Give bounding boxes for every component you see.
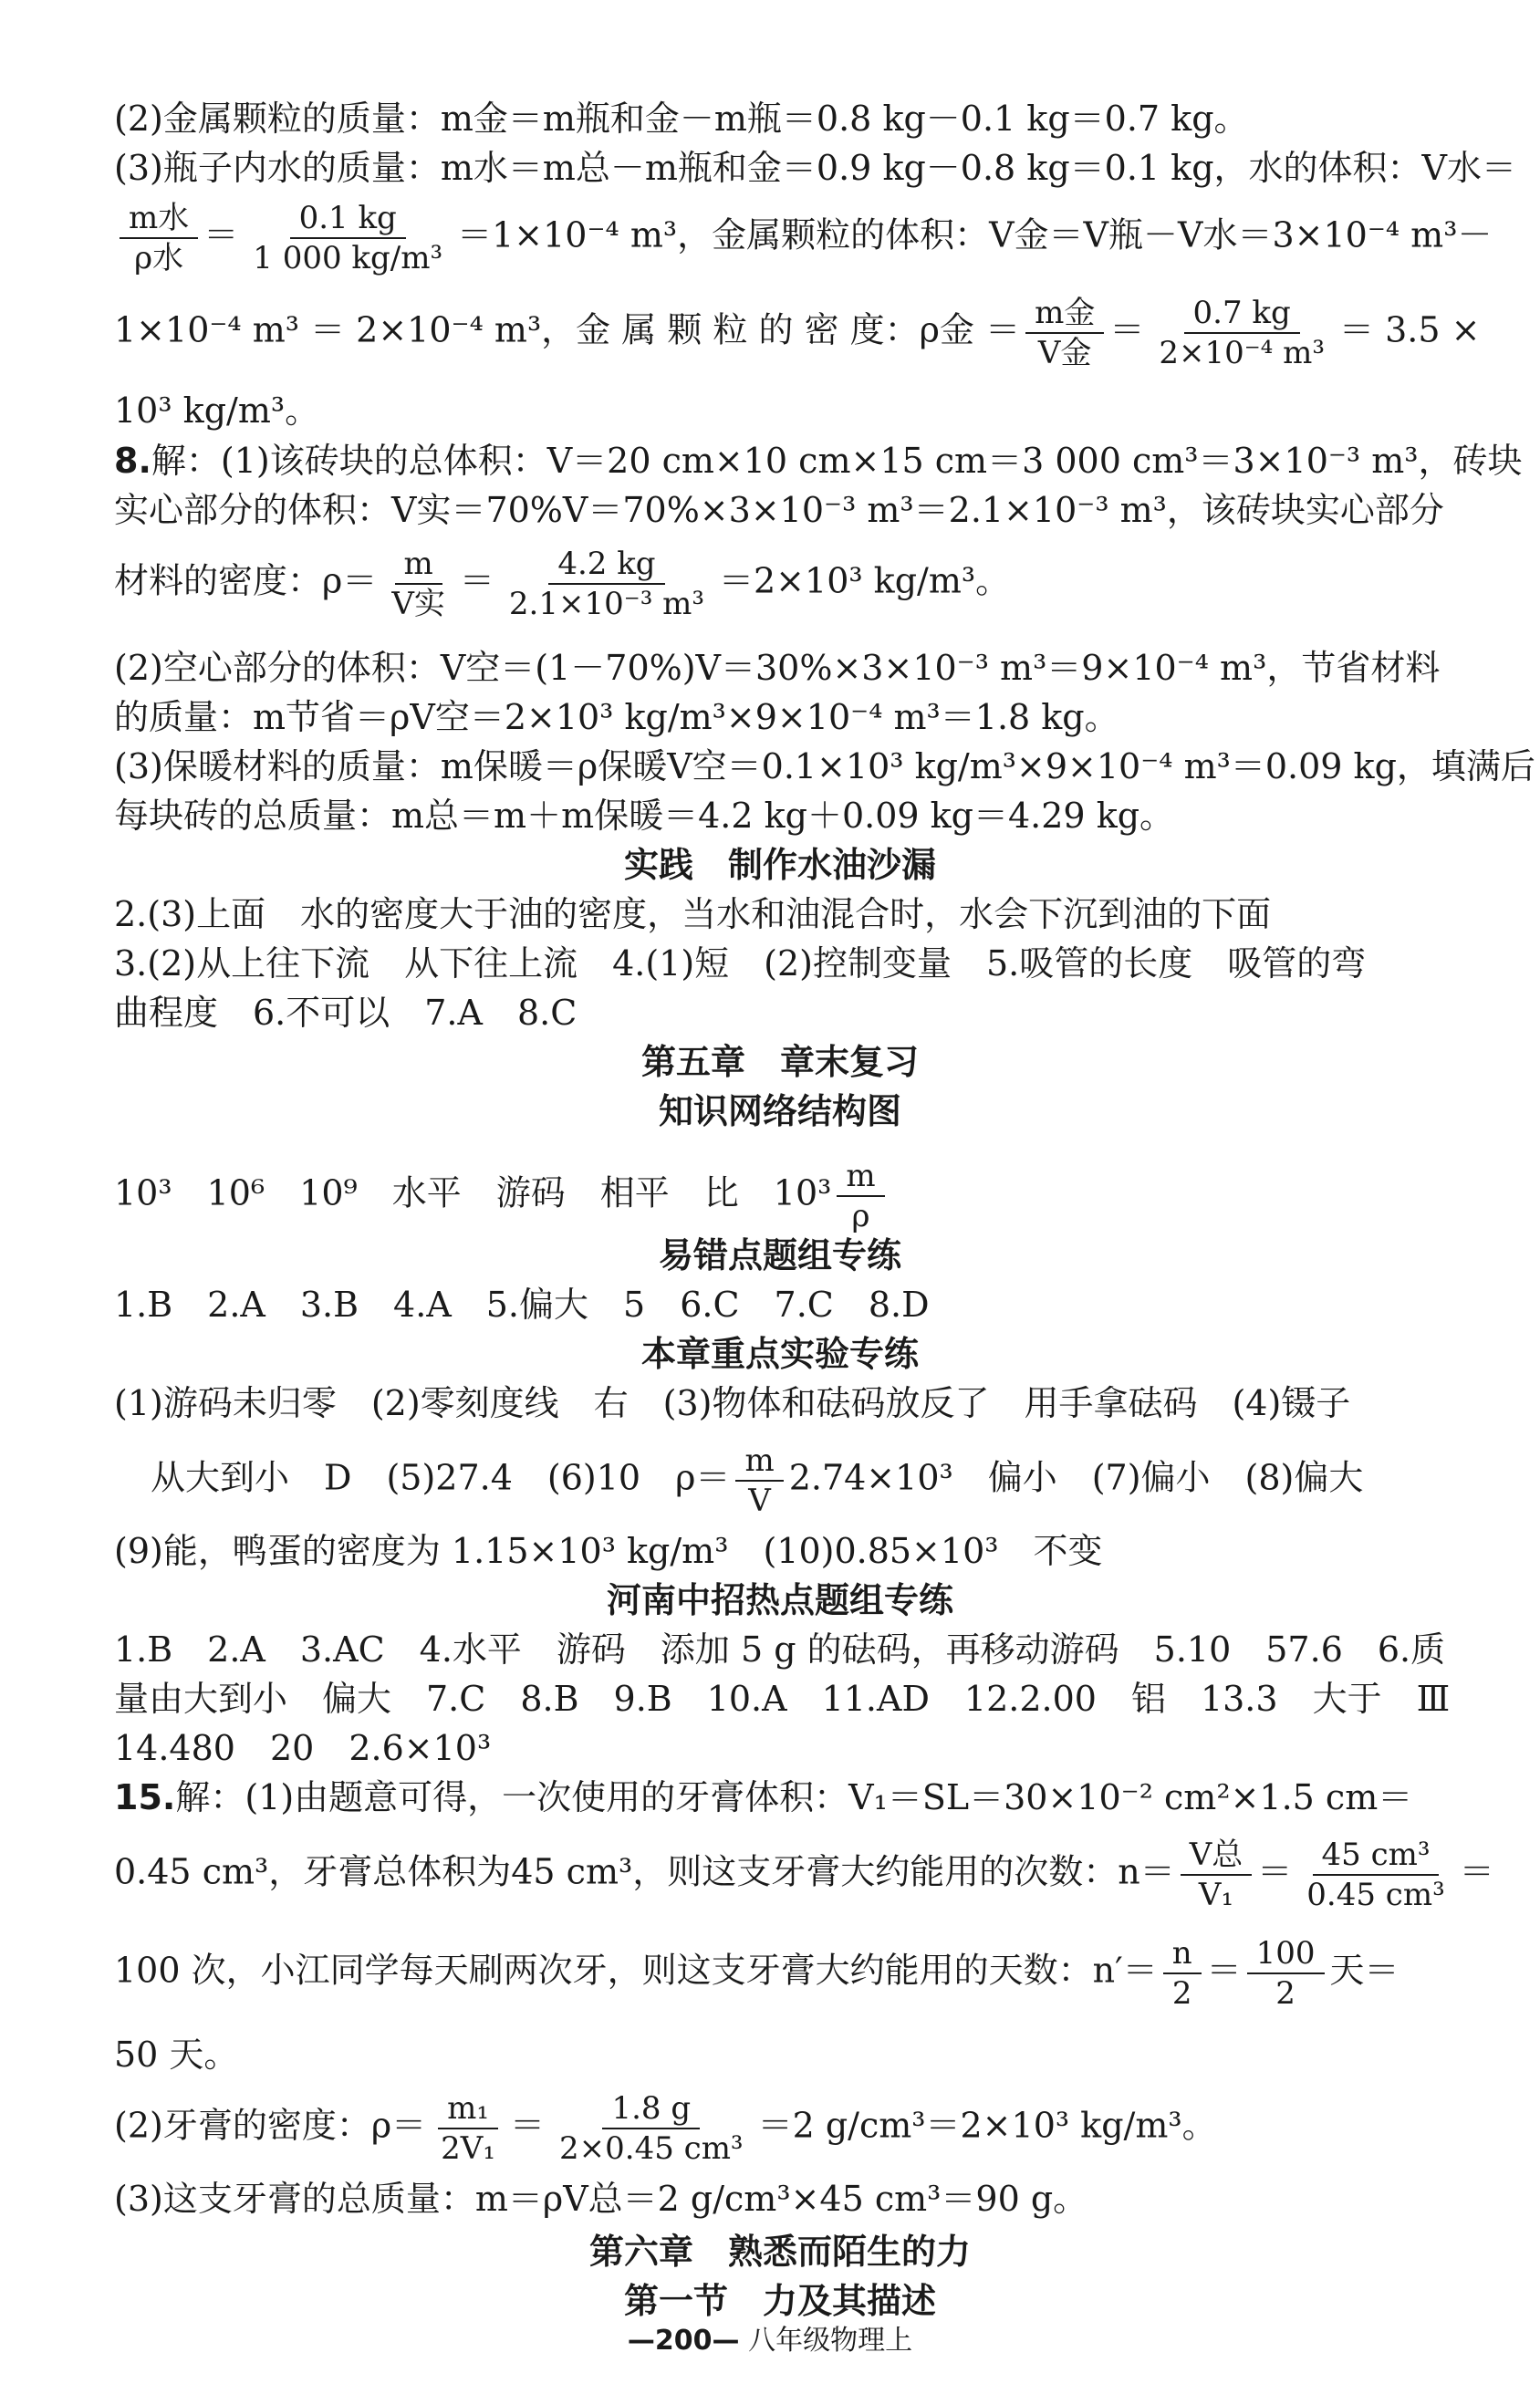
page-number: —200— xyxy=(627,2325,740,2357)
answer-line: 3.(2)从上往下流 从下往上流 4.(1)短 (2)控制变量 5.吸管的长度 吸管的弯 xyxy=(114,943,1367,984)
answer-line: 从大到小 D (5)27.4 (6)10 ρ＝ $\frac{m}{V}$ 2.74×10³ 偏小 (7)偏小 (8)偏大 xyxy=(151,1442,1364,1519)
answer-line: (1)游码未归零 (2)零刻度线 右 (3)物体和砝码放反了 用手拿砝码 (4)镊子 xyxy=(114,1383,1351,1423)
answer-line: 10³ 10⁶ 10⁹ 水平 游码 相平 比 10³ $\frac{m}{\rho}$ xyxy=(114,1157,890,1235)
line-water-mass: (3)瓶子内水的质量：m水＝m总－m瓶和金＝0.9 kg－0.8 kg＝0.1 kg，水的体积：V水＝ xyxy=(114,148,1516,188)
line-metal-density: 1×10⁻⁴ m³ ＝ 2×10⁻⁴ m³，金 属 颗 粒 的 密 度：ρ金 ＝ $\frac{\text{m金}}{\text{V金}}$ ＝ $\frac{0.7 kg}{\text{2×10⁻⁴ m³}}$ ＝ 3.5 × xyxy=(114,295,1481,371)
fraction: $\frac{4.2 kg}{\text{2.1×10⁻³ m³}}$ xyxy=(508,546,704,622)
line-q15-volume: 15.解：(1)由题意可得，一次使用的牙膏体积：V₁＝SL＝30×10⁻² cm²×1.5 cm＝ xyxy=(114,1777,1413,1817)
answer-line: (3)这支牙膏的总质量：m＝ρV总＝2 g/cm³×45 cm³＝90 g。 xyxy=(114,2179,1088,2219)
line-density-result: 10³ kg/m³。 xyxy=(114,390,320,431)
line-q8-hollow: (2)空心部分的体积：V空＝(1－70%)V＝30%×3×10⁻³ m³＝9×10⁻⁴ m³，节省材料 xyxy=(114,648,1441,688)
fraction: $\frac{n}{2}$ xyxy=(1163,1934,1202,2013)
line-q8-insulation: (3)保暖材料的质量：m保暖＝ρ保暖V空＝0.1×10³ kg/m³×9×10⁻⁴ m³＝0.09 kg，填满后 xyxy=(114,746,1535,786)
fraction: $\frac{m}{\text{V实}}$ xyxy=(391,546,445,622)
fraction: $\frac{\text{V总}}{\text{V₁}}$ xyxy=(1181,1836,1253,1914)
answer-line: 量由大到小 偏大 7.C 8.B 9.B 10.A 11.AD 12.2.00 铝 13.3 大于 Ⅲ xyxy=(114,1679,1451,1719)
chapter-heading: 第五章 章末复习 xyxy=(640,1042,919,1082)
answer-line: 1.B 2.A 3.B 4.A 5.偏大 5 6.C 7.C 8.D xyxy=(114,1285,930,1325)
fraction: $\frac{\text{m水}}{\text{ρ水}}$ xyxy=(120,199,198,277)
answer-line: 50 天。 xyxy=(114,2035,239,2075)
section-heading: 知识网络结构图 xyxy=(658,1091,901,1131)
section-heading: 第一节 力及其描述 xyxy=(623,2281,936,2321)
section-heading: 实践 制作水油沙漏 xyxy=(623,845,936,885)
fraction: $\frac{0.1 kg}{\text{1 000 kg/m³}}$ xyxy=(253,200,443,276)
line-metal-mass: (2)金属颗粒的质量：m金＝m瓶和金－m瓶＝0.8 kg－0.1 kg＝0.7 kg。 xyxy=(114,99,1249,139)
line-water-volume: $\frac{\text{m水}}{\text{ρ水}}$ ＝ $\frac{0.1 kg}{\text{1 000 kg/m³}}$ ＝1×10⁻⁴ m³，金属颗粒的体积：V金＝V瓶－V水＝3×10⁻⁴ m³－ xyxy=(114,199,1492,277)
fraction: $\frac{100}{2}$ xyxy=(1247,1934,1325,2013)
section-heading: 河南中招热点题组专练 xyxy=(606,1580,953,1620)
line-q15-density: (2)牙膏的密度：ρ＝ $\frac{\text{m₁}}{\text{2V₁}}$ ＝ $\frac{1.8 g}{\text{2×0.45 cm³}}$ ＝2 g/cm³＝2×10³ kg/m³。 xyxy=(114,2090,1217,2167)
line-q15-days: 100 次，小江同学每天刷两次牙，则这支牙膏大约能用的天数：n′＝ $\frac{n}{2}$ ＝ $\frac{100}{2}$ 天＝ xyxy=(114,1935,1400,2012)
fraction: $\frac{\text{m金}}{\text{V金}}$ xyxy=(1025,294,1104,372)
line-q8-solid: 实心部分的体积：V实＝70%V＝70%×3×10⁻³ m³＝2.1×10⁻³ m³，该砖块实心部分 xyxy=(114,490,1444,530)
section-heading: 易错点题组专练 xyxy=(658,1235,901,1275)
page-footer xyxy=(0,2317,1540,2358)
fraction: $\frac{1.8 g}{\text{2×0.45 cm³}}$ xyxy=(559,2090,744,2167)
line-q8-total: 每块砖的总质量：m总＝m＋m保暖＝4.2 kg＋0.09 kg＝4.29 kg。 xyxy=(114,796,1175,836)
answer-line: 曲程度 6.不可以 7.A 8.C xyxy=(114,993,578,1033)
line-q8-saved: 的质量：m节省＝ρV空＝2×10³ kg/m³×9×10⁻⁴ m³＝1.8 kg。 xyxy=(114,697,1119,737)
fraction: $\frac{0.7 kg}{\text{2×10⁻⁴ m³}}$ xyxy=(1159,295,1325,371)
section-heading: 本章重点实验专练 xyxy=(640,1334,919,1374)
line-q15-times: 0.45 cm³，牙膏总体积为45 cm³，则这支牙膏大约能用的次数：n＝ $\frac{\text{V总}}{\text{V₁}}$ ＝ $\frac{\text{45 cm³}}{\text{0.45 cm³}}$ ＝ xyxy=(114,1837,1494,1913)
line-q8-volume: 8.解：(1)该砖块的总体积：V＝20 cm×10 cm×15 cm＝3 000 cm³＝3×10⁻³ m³，砖块 xyxy=(114,441,1523,481)
answer-line: 2.(3)上面 水的密度大于油的密度，当水和油混合时，水会下沉到油的下面 xyxy=(114,894,1272,934)
answer-line: 1.B 2.A 3.AC 4.水平 游码 添加 5 g 的砝码，再移动游码 5.10 57.6 6.质 xyxy=(114,1629,1446,1670)
answer-line: 14.480 20 2.6×10³ xyxy=(114,1728,492,1768)
answer-line: (9)能，鸭蛋的密度为 1.15×10³ kg/m³ (10)0.85×10³ 不变 xyxy=(114,1531,1103,1571)
fraction: $\frac{m}{V}$ xyxy=(735,1442,783,1520)
line-q8-density: 材料的密度：ρ＝ $\frac{m}{\text{V实}}$ ＝ $\frac{4.2 kg}{\text{2.1×10⁻³ m³}}$ ＝2×10³ kg/m³。 xyxy=(114,546,1011,622)
fraction: $\frac{m}{\rho}$ xyxy=(837,1157,884,1235)
fraction: $\frac{\text{45 cm³}}{\text{0.45 cm³}}$ xyxy=(1306,1837,1445,1913)
book-title: 八年级物理上 xyxy=(748,2325,913,2357)
fraction: $\frac{\text{m₁}}{\text{2V₁}}$ xyxy=(432,2089,505,2168)
chapter-heading: 第六章 熟悉而陌生的力 xyxy=(588,2232,971,2272)
